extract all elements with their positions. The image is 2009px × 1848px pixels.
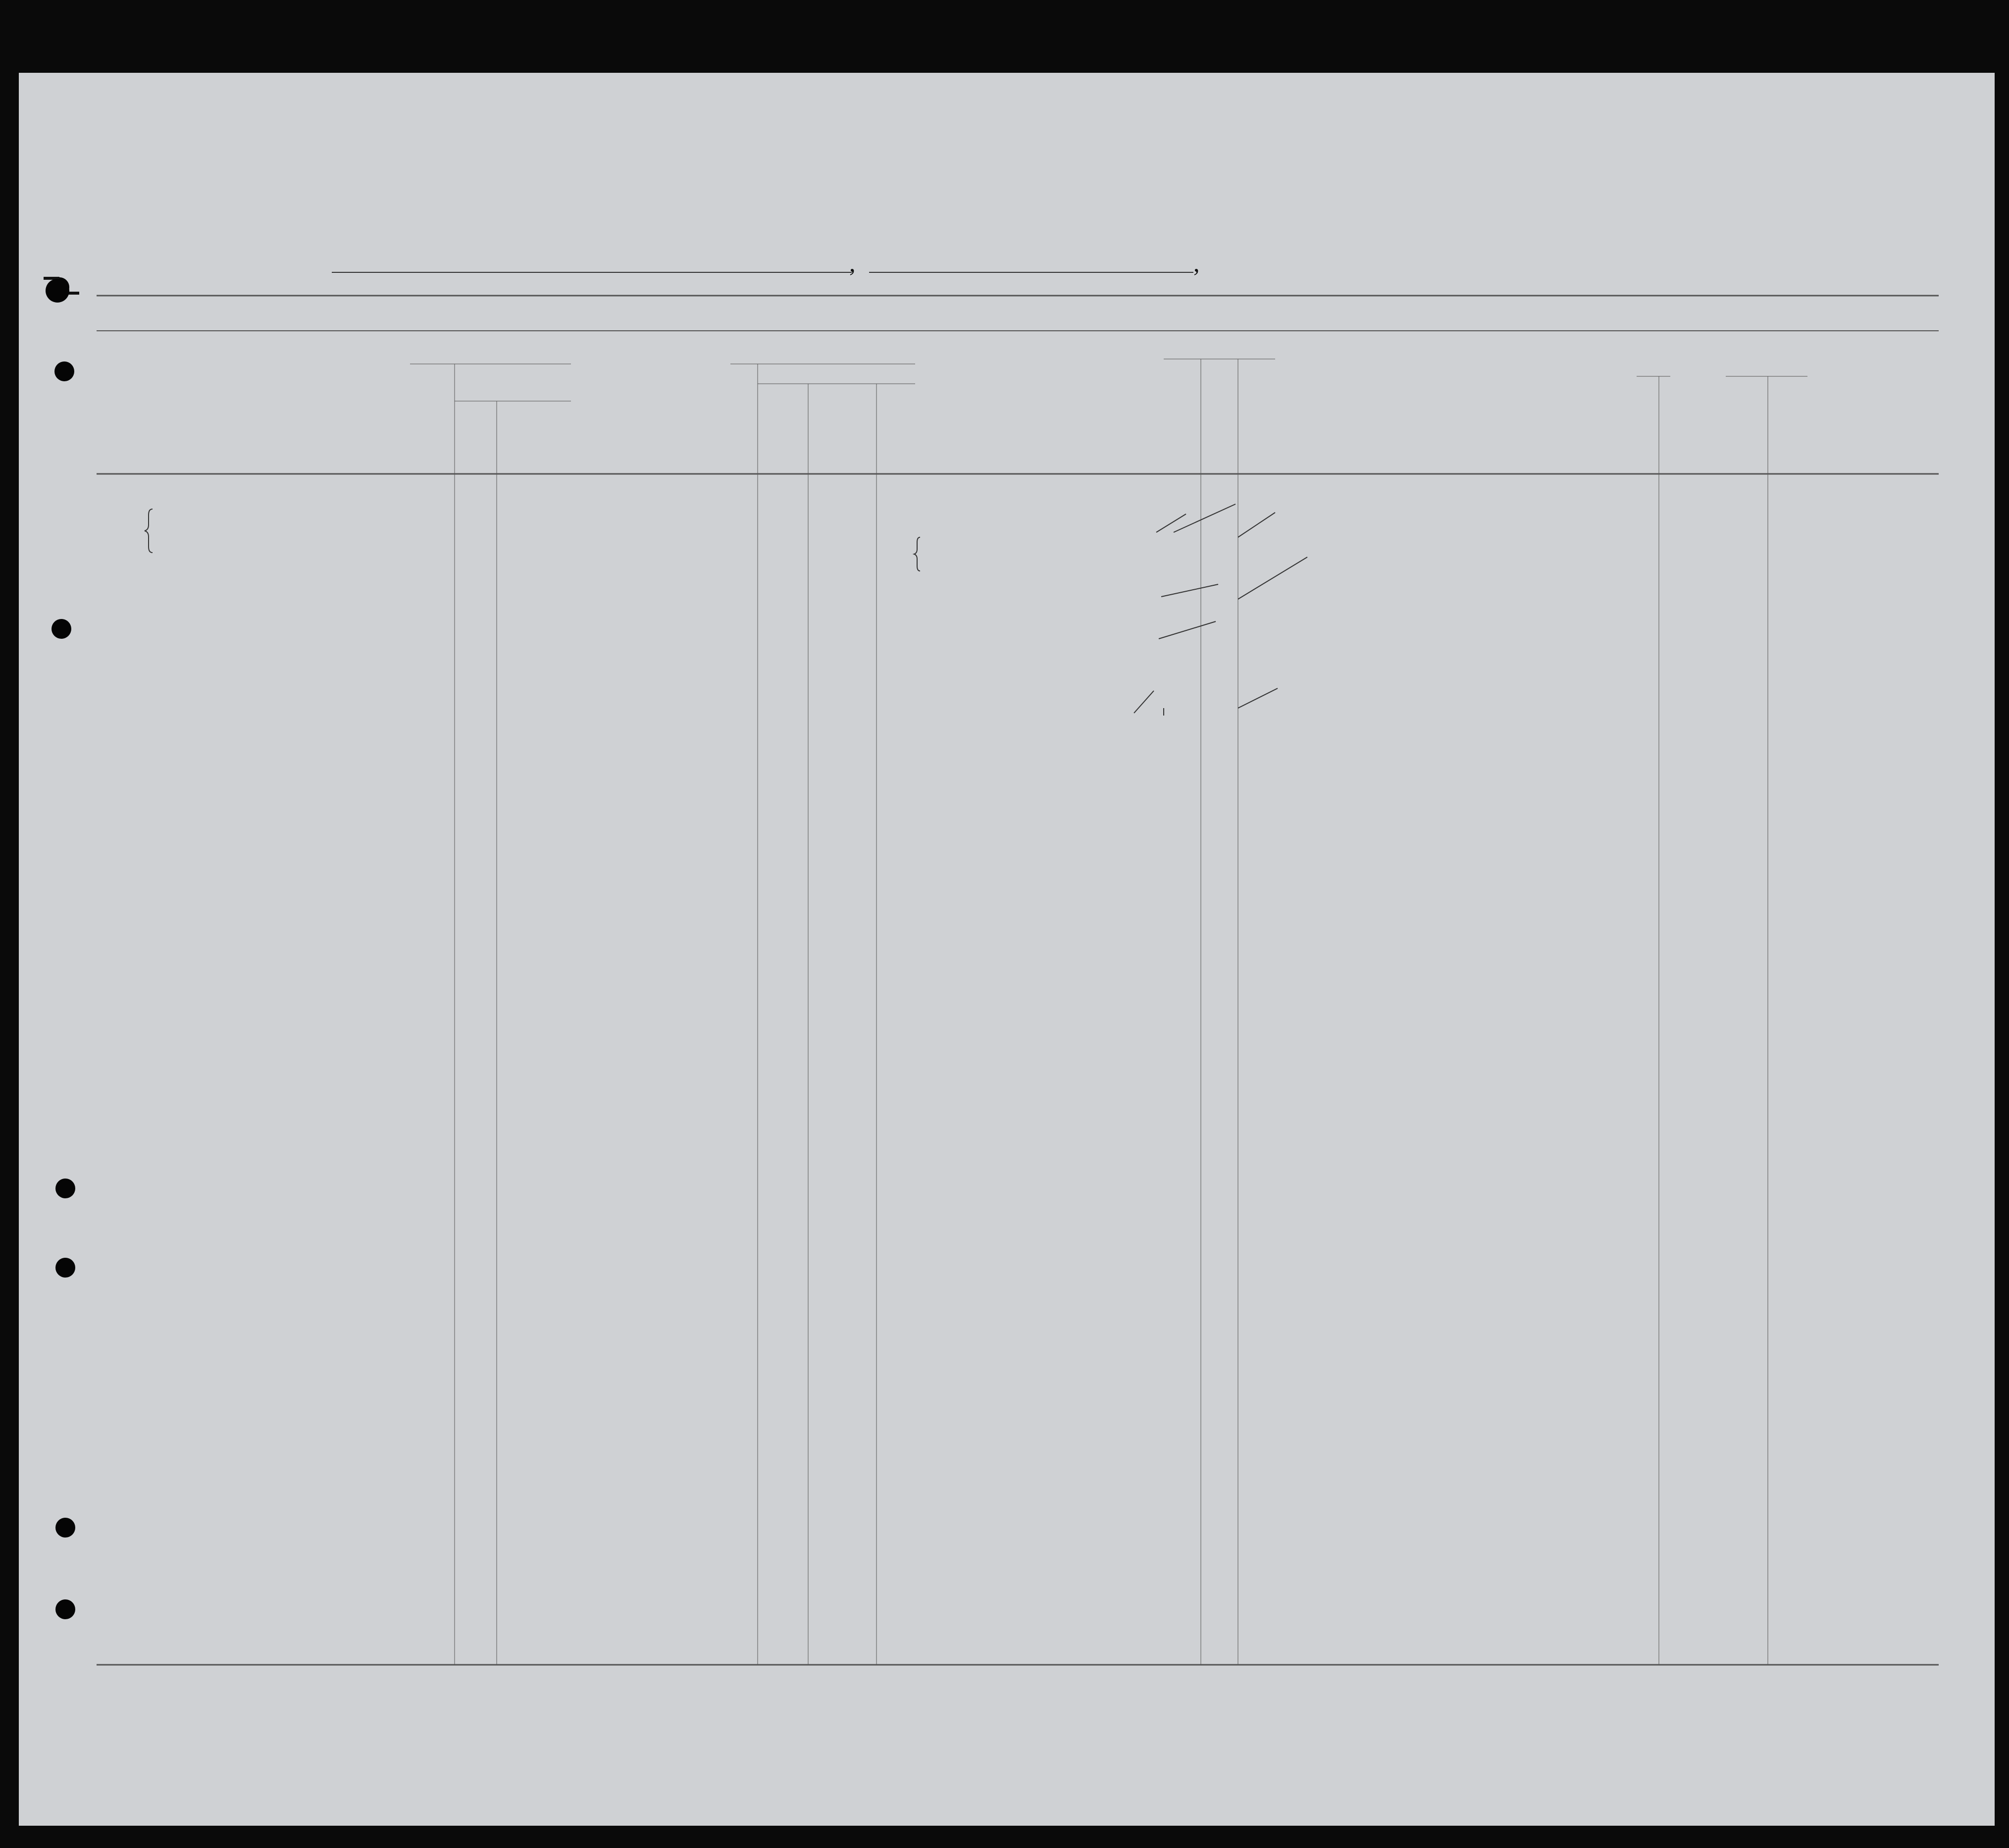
binder-hole-icon [52, 619, 71, 639]
binder-hole-icon [55, 1179, 75, 1198]
date-comma: , [1193, 249, 1200, 277]
binder-hole-icon [55, 1518, 75, 1538]
binder-hole-icon [54, 361, 74, 381]
paper-sheet [19, 73, 1995, 1826]
binder-hole-icon [55, 1599, 75, 1619]
binder-hole-icon [55, 1258, 75, 1278]
port-comma: , [849, 249, 856, 277]
